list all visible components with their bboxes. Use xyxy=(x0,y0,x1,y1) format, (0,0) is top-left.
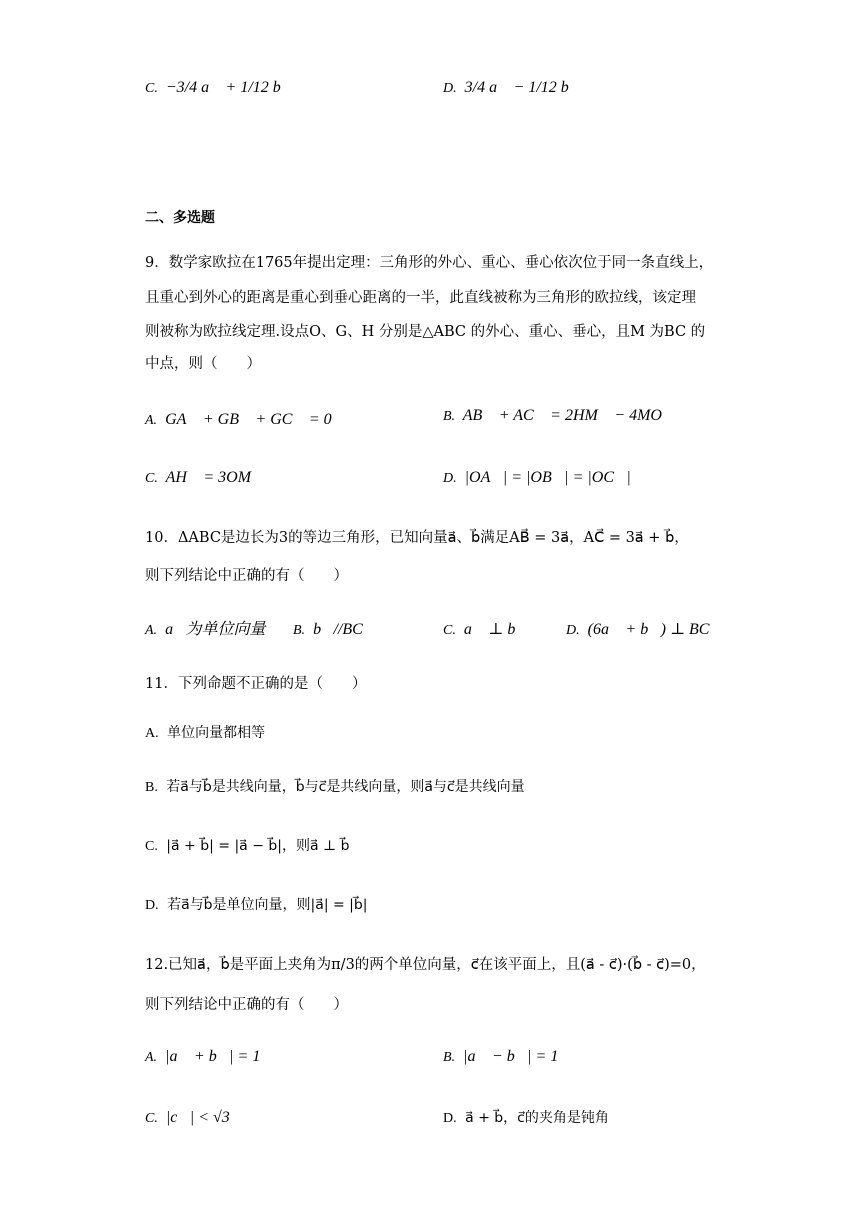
q9-option-c xyxy=(145,468,263,489)
q9-option-a-expr: GA⃗ + GB⃗ + GC⃗ = 0⃗ xyxy=(165,411,345,428)
q8-option-d-expr: 3/4 a⃗ − 1/12 b⃗ xyxy=(464,79,582,96)
q8-option-c-label: C. xyxy=(145,81,158,96)
q10-stem-line-2: 则下列结论中正确的有（ ） xyxy=(145,568,348,584)
q11-option-c xyxy=(145,836,350,857)
q9-stem-line-3: 则被称为欧拉线定理.设点O、G、H 分别是△ABC 的外心、重心、垂心，且M 为BC 的 xyxy=(145,324,706,340)
q12-option-d-label: D. xyxy=(443,1111,457,1126)
q12-option-a-expr: |a⃗ + b⃗| = 1 xyxy=(165,1048,261,1065)
q11-option-b xyxy=(145,777,525,798)
q12-option-c-expr: |c⃗| < √3 xyxy=(165,1109,230,1126)
q12-stem-line-2: 则下列结论中正确的有（ ） xyxy=(145,997,348,1013)
q12-option-a-label: A. xyxy=(145,1050,158,1065)
q12-stem-line-1: 12.已知a⃗，b⃗是平面上夹角为π/3的两个单位向量，c⃗在该平面上，且(a⃗ - c⃗)·(b⃗ - c⃗)=0， xyxy=(145,957,706,973)
q11-option-d-expr: 若a⃗与b⃗是单位向量，则|a⃗| = |b⃗| xyxy=(167,897,368,913)
q11-option-c-label: C. xyxy=(145,839,158,854)
q9-option-d-expr: |OA⃗| = |OB⃗| = |OC⃗| xyxy=(464,469,631,486)
q9-stem-line-1: 9．数学家欧拉在1765年提出定理：三角形的外心、重心、垂心依次位于同一条直线上， xyxy=(145,255,714,271)
q9-option-b-expr: AB⃗ + AC⃗ = 2HM⃗ − 4MO⃗ xyxy=(462,407,675,424)
q12-option-d xyxy=(443,1108,609,1129)
q9-option-b xyxy=(443,406,674,427)
q10-option-c-expr: a⃗ ⊥ b⃗ xyxy=(463,621,528,638)
q10-option-c-label: C. xyxy=(443,623,456,638)
q9-stem-line-2: 且重心到外心的距离是重心到垂心距离的一半，此直线被称为三角形的欧拉线，该定理 xyxy=(145,290,696,306)
q11-option-d-label: D. xyxy=(145,898,159,913)
q9-option-c-expr: AH⃗ = 3OM⃗ xyxy=(165,469,264,486)
q9-option-b-label: B. xyxy=(443,409,456,424)
q12-option-c-label: C. xyxy=(145,1111,158,1126)
q11-option-a-expr: 单位向量都相等 xyxy=(167,725,266,741)
q10-stem-line-1: 10．ΔABC是边长为3的等边三角形，已知向量a⃗、b⃗满足AB⃗ = 3a⃗，AC⃗ = 3a⃗ + b⃗， xyxy=(145,530,689,546)
q11-stem: 11．下列命题不正确的是（ ） xyxy=(145,676,367,692)
q10-option-b-label: B. xyxy=(293,623,306,638)
q10-option-a xyxy=(145,620,266,641)
q12-option-b-expr: |a⃗ − b⃗| = 1 xyxy=(463,1048,559,1065)
section-heading-multi-choice: 二、多选题 xyxy=(145,210,215,226)
q12-option-d-expr: a⃗ + b⃗，c⃗的夹角是钝角 xyxy=(465,1110,609,1126)
q11-option-d xyxy=(145,895,368,916)
q11-option-b-expr: 若a⃗与b⃗是共线向量，b⃗与c⃗是共线向量，则a⃗与c⃗是共线向量 xyxy=(166,779,525,795)
q12-option-b xyxy=(443,1047,558,1068)
q10-option-b-expr: b⃗//BC⃗ xyxy=(313,621,376,638)
q11-option-a xyxy=(145,723,265,744)
q8-option-c xyxy=(145,78,293,99)
q8-option-c-expr: −3/4 a⃗ + 1/12 b⃗ xyxy=(165,79,294,96)
q12-option-a xyxy=(145,1047,260,1068)
q11-option-a-label: A. xyxy=(145,726,159,741)
q10-option-a-label: A. xyxy=(145,623,158,638)
q9-option-a xyxy=(145,410,344,431)
q9-stem-line-4: 中点，则（ ） xyxy=(145,356,261,372)
q10-option-a-expr: a⃗为单位向量 xyxy=(165,621,266,638)
q8-option-d-label: D. xyxy=(443,81,457,96)
q9-option-d xyxy=(443,468,631,489)
q8-option-d xyxy=(443,78,581,99)
q9-option-a-label: A. xyxy=(145,413,158,428)
q10-option-b xyxy=(293,620,375,641)
q10-option-d xyxy=(566,620,722,641)
q10-option-c xyxy=(443,620,528,641)
q11-option-c-expr: |a⃗ + b⃗| = |a⃗ − b⃗|，则a⃗ ⊥ b⃗ xyxy=(166,838,350,854)
q10-option-d-label: D. xyxy=(566,623,580,638)
q11-option-b-label: B. xyxy=(145,780,158,795)
q12-option-c xyxy=(145,1108,230,1129)
q9-option-c-label: C. xyxy=(145,471,158,486)
q12-option-b-label: B. xyxy=(443,1050,456,1065)
q9-option-d-label: D. xyxy=(443,471,457,486)
q10-option-d-expr: (6a⃗ + b⃗) ⊥ BC⃗ xyxy=(587,621,722,638)
